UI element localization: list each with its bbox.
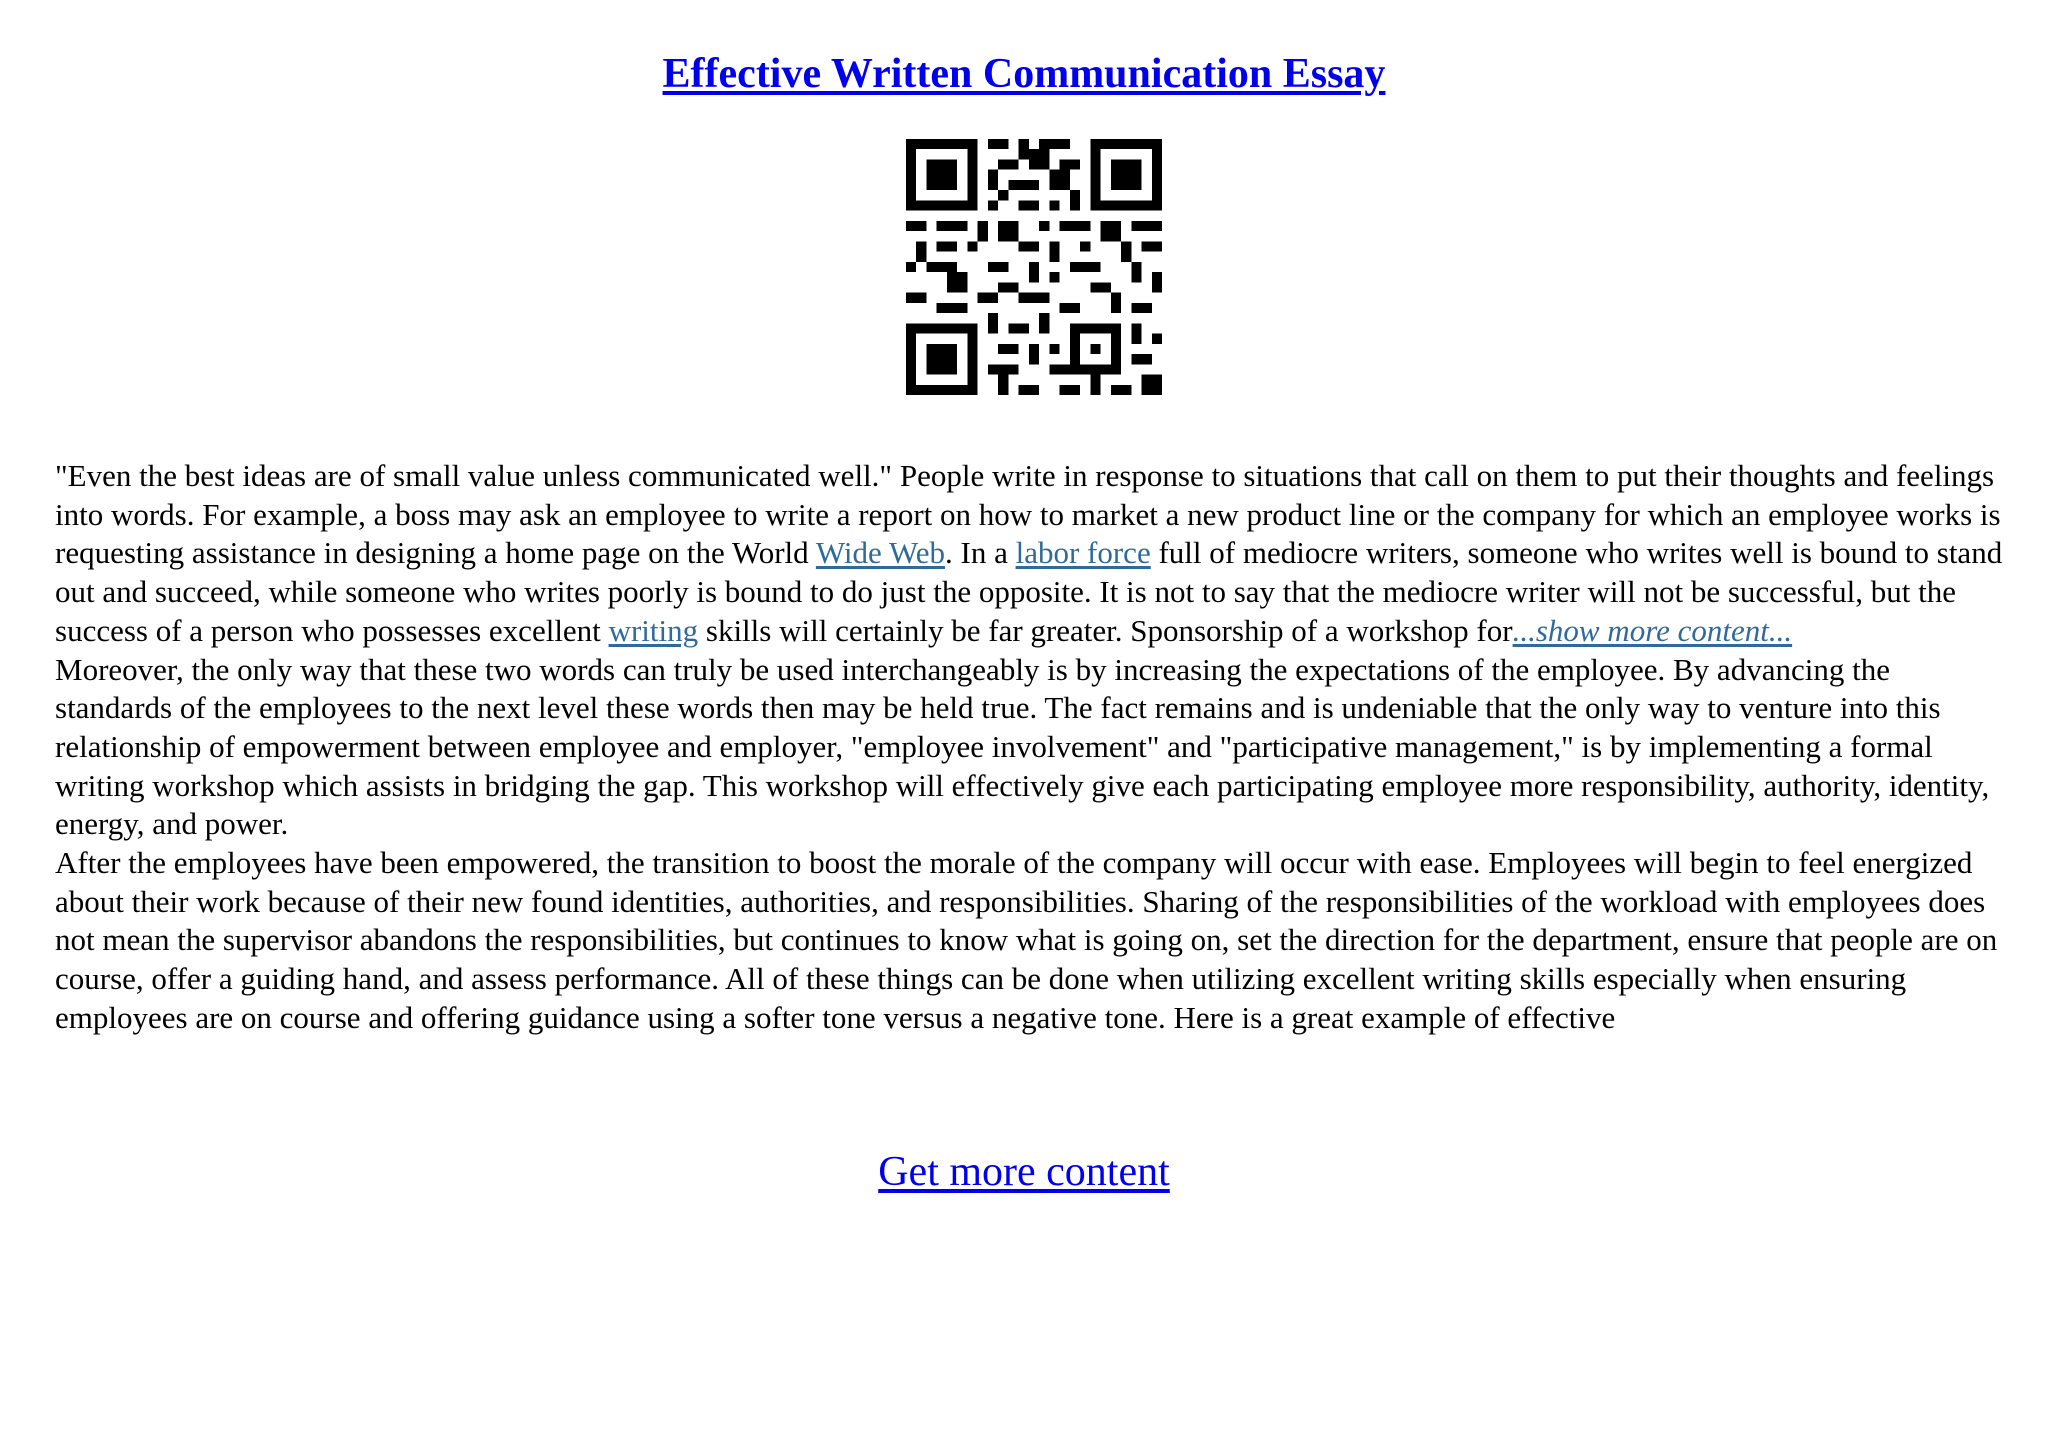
link-labor-force[interactable]: labor force	[1015, 535, 1151, 571]
page-title-link[interactable]: Effective Written Communication Essay	[662, 51, 1386, 97]
paragraph-text: "Even the best ideas are of small value unless communicated well." People write in response to situations that call on them to put their thoughts and feelings into words. For example, a boss may ask an employee to write a report on how to market a new product line or the company for which an employee works is requesting assistance in designing a home page on the World	[55, 458, 2001, 571]
essay-paragraph-3: After the employees have been empowered, the transition to boost the morale of the company will occur with ease. Employees will begin to feel energized about their work because of their new found identities, authorities, and responsibilities. Sharing of the responsibilities of the workload with employees does not mean the supervisor abandons the responsibilities, but continues to know what is going on, set the direction for the department, ensure that people are on course, offer a guiding hand, and assess performance. All of these things can be done when utilizing excellent writing skills especially when ensuring employees are on course and offering guidance using a softer tone versus a negative tone. Here is a great example of effective	[55, 845, 1998, 1035]
get-more-content-link[interactable]: Get more content	[878, 1149, 1170, 1195]
link-writing[interactable]: writing	[608, 612, 699, 648]
essay-paragraph-1	[55, 457, 2005, 651]
qr-code-icon	[906, 139, 1162, 395]
paragraph-text: . In a	[945, 535, 1016, 571]
show-more-content-link[interactable]: ...show more content...	[1512, 612, 1793, 648]
paragraph-text: full of mediocre writers, someone who writes well is bound to stand out and succeed, while someone who writes poorly is bound to do just the opposite. It is not to say that the mediocre writer will not be successful, but the success of a person who possesses excellent	[55, 535, 2003, 648]
title-container	[0, 50, 2048, 98]
cta-container	[0, 1148, 2048, 1196]
essay-body	[55, 457, 2005, 1038]
essay-paragraph-2: Moreover, the only way that these two words can truly be used interchangeably is by increasing the expectations of the employee. By advancing the standards of the employees to the next level these words then may be held true. The fact remains and is undeniable that the only way to venture into this relationship of empowerment between employee and employer, "employee involvement" and "participative management," is by implementing a formal writing workshop which assists in bridging the gap. This workshop will effectively give each participating employee more responsibility, authority, identity, energy, and power.	[55, 651, 1990, 842]
link-wide-web[interactable]: Wide Web	[815, 535, 945, 571]
paragraph-text: skills will certainly be far greater. Sponsorship of a workshop for	[698, 612, 1513, 648]
